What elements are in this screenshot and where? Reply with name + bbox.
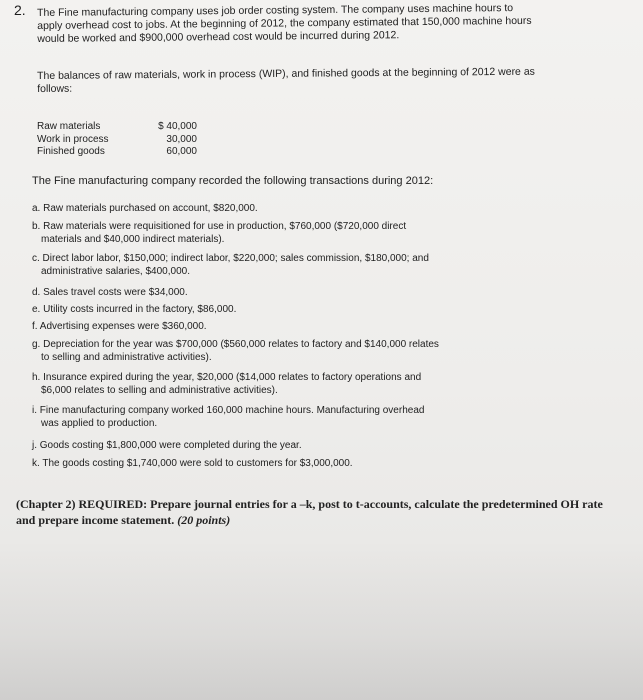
transaction-f (32, 321, 592, 334)
transaction-line: j. Goods costing $1,800,000 were completed during the year. (32, 440, 302, 451)
question-number: 2. (14, 2, 26, 18)
page-shadow (0, 540, 643, 700)
transaction-a (32, 203, 592, 216)
transaction-line: $6,000 relates to selling and administrative activities). (41, 384, 278, 396)
transaction-line: a. Raw materials purchased on account, $820,000. (32, 203, 258, 214)
required-text: and prepare income statement. (16, 513, 175, 527)
transaction-line: was applied to production. (41, 417, 158, 429)
transaction-g (32, 339, 592, 364)
transaction-e (32, 304, 592, 317)
transaction-line: h. Insurance expired during the year, $20,000 ($14,000 relates to factory operations and (32, 372, 422, 383)
transaction-line: e. Utility costs incurred in the factory, $86,000. (32, 304, 237, 315)
transaction-line: d. Sales travel costs were $34,000. (32, 287, 188, 298)
transaction-line: i. Fine manufacturing company worked 160,000 machine hours. Manufacturing overhead (32, 405, 425, 416)
balances-table (37, 121, 197, 159)
required-line (16, 512, 641, 528)
transaction-b (32, 221, 592, 246)
balance-label: Raw materials (37, 121, 101, 132)
transaction-line: k. The goods costing $1,740,000 were sold to customers for $3,000,000. (32, 458, 353, 469)
required-line: (Chapter 2) REQUIRED: Prepare journal entries for a –k, post to t-accounts, calculate the predetermined OH rate (16, 497, 603, 511)
balance-label: Finished goods (37, 146, 105, 157)
transaction-line: c. Direct labor labor, $150,000; indirect labor, $220,000; sales commission, $180,000; and (32, 253, 429, 264)
transaction-d (32, 287, 592, 300)
transactions-intro: The Fine manufacturing company recorded the following transactions during 2012: (32, 175, 434, 187)
balance-value: 60,000 (166, 146, 197, 157)
intro-line: would be worked and $900,000 overhead cost would be incurred during 2012. (37, 29, 400, 45)
table-row (37, 134, 197, 147)
balance-value: $ 40,000 (158, 121, 197, 132)
table-row (37, 146, 197, 159)
balances-intro-line: follows: (37, 82, 73, 95)
transaction-line: f. Advertising expenses were $360,000. (32, 321, 207, 332)
transaction-j (32, 440, 592, 453)
intro-line: apply overhead cost to jobs. At the beginning of 2012, the company estimated that 150,000 machine hours (37, 14, 532, 32)
intro-paragraph (37, 1, 627, 46)
transaction-line: g. Depreciation for the year was $700,000 ($560,000 relates to factory and $140,000 relates (32, 339, 439, 350)
transaction-k (32, 458, 592, 471)
balance-label: Work in process (37, 133, 109, 145)
balances-intro (37, 65, 627, 96)
intro-line: The Fine manufacturing company uses job order costing system. The company uses machine hours to (37, 2, 514, 19)
transaction-c (32, 253, 592, 278)
transaction-i (32, 405, 592, 430)
balance-value: 30,000 (166, 133, 197, 145)
points-value: (20 points) (177, 513, 231, 527)
transaction-line: materials and $40,000 indirect materials). (41, 233, 225, 245)
transaction-h (32, 372, 592, 397)
transaction-line: to selling and administrative activities). (41, 351, 212, 363)
table-row (37, 121, 197, 134)
transaction-line: administrative salaries, $400,000. (41, 265, 190, 277)
balances-intro-line: The balances of raw materials, work in process (WIP), and finished goods at the beginning of 2012 were as (37, 65, 535, 82)
transaction-line: b. Raw materials were requisitioned for use in production, $760,000 ($720,000 direct (32, 221, 407, 232)
required-instructions (16, 496, 641, 528)
